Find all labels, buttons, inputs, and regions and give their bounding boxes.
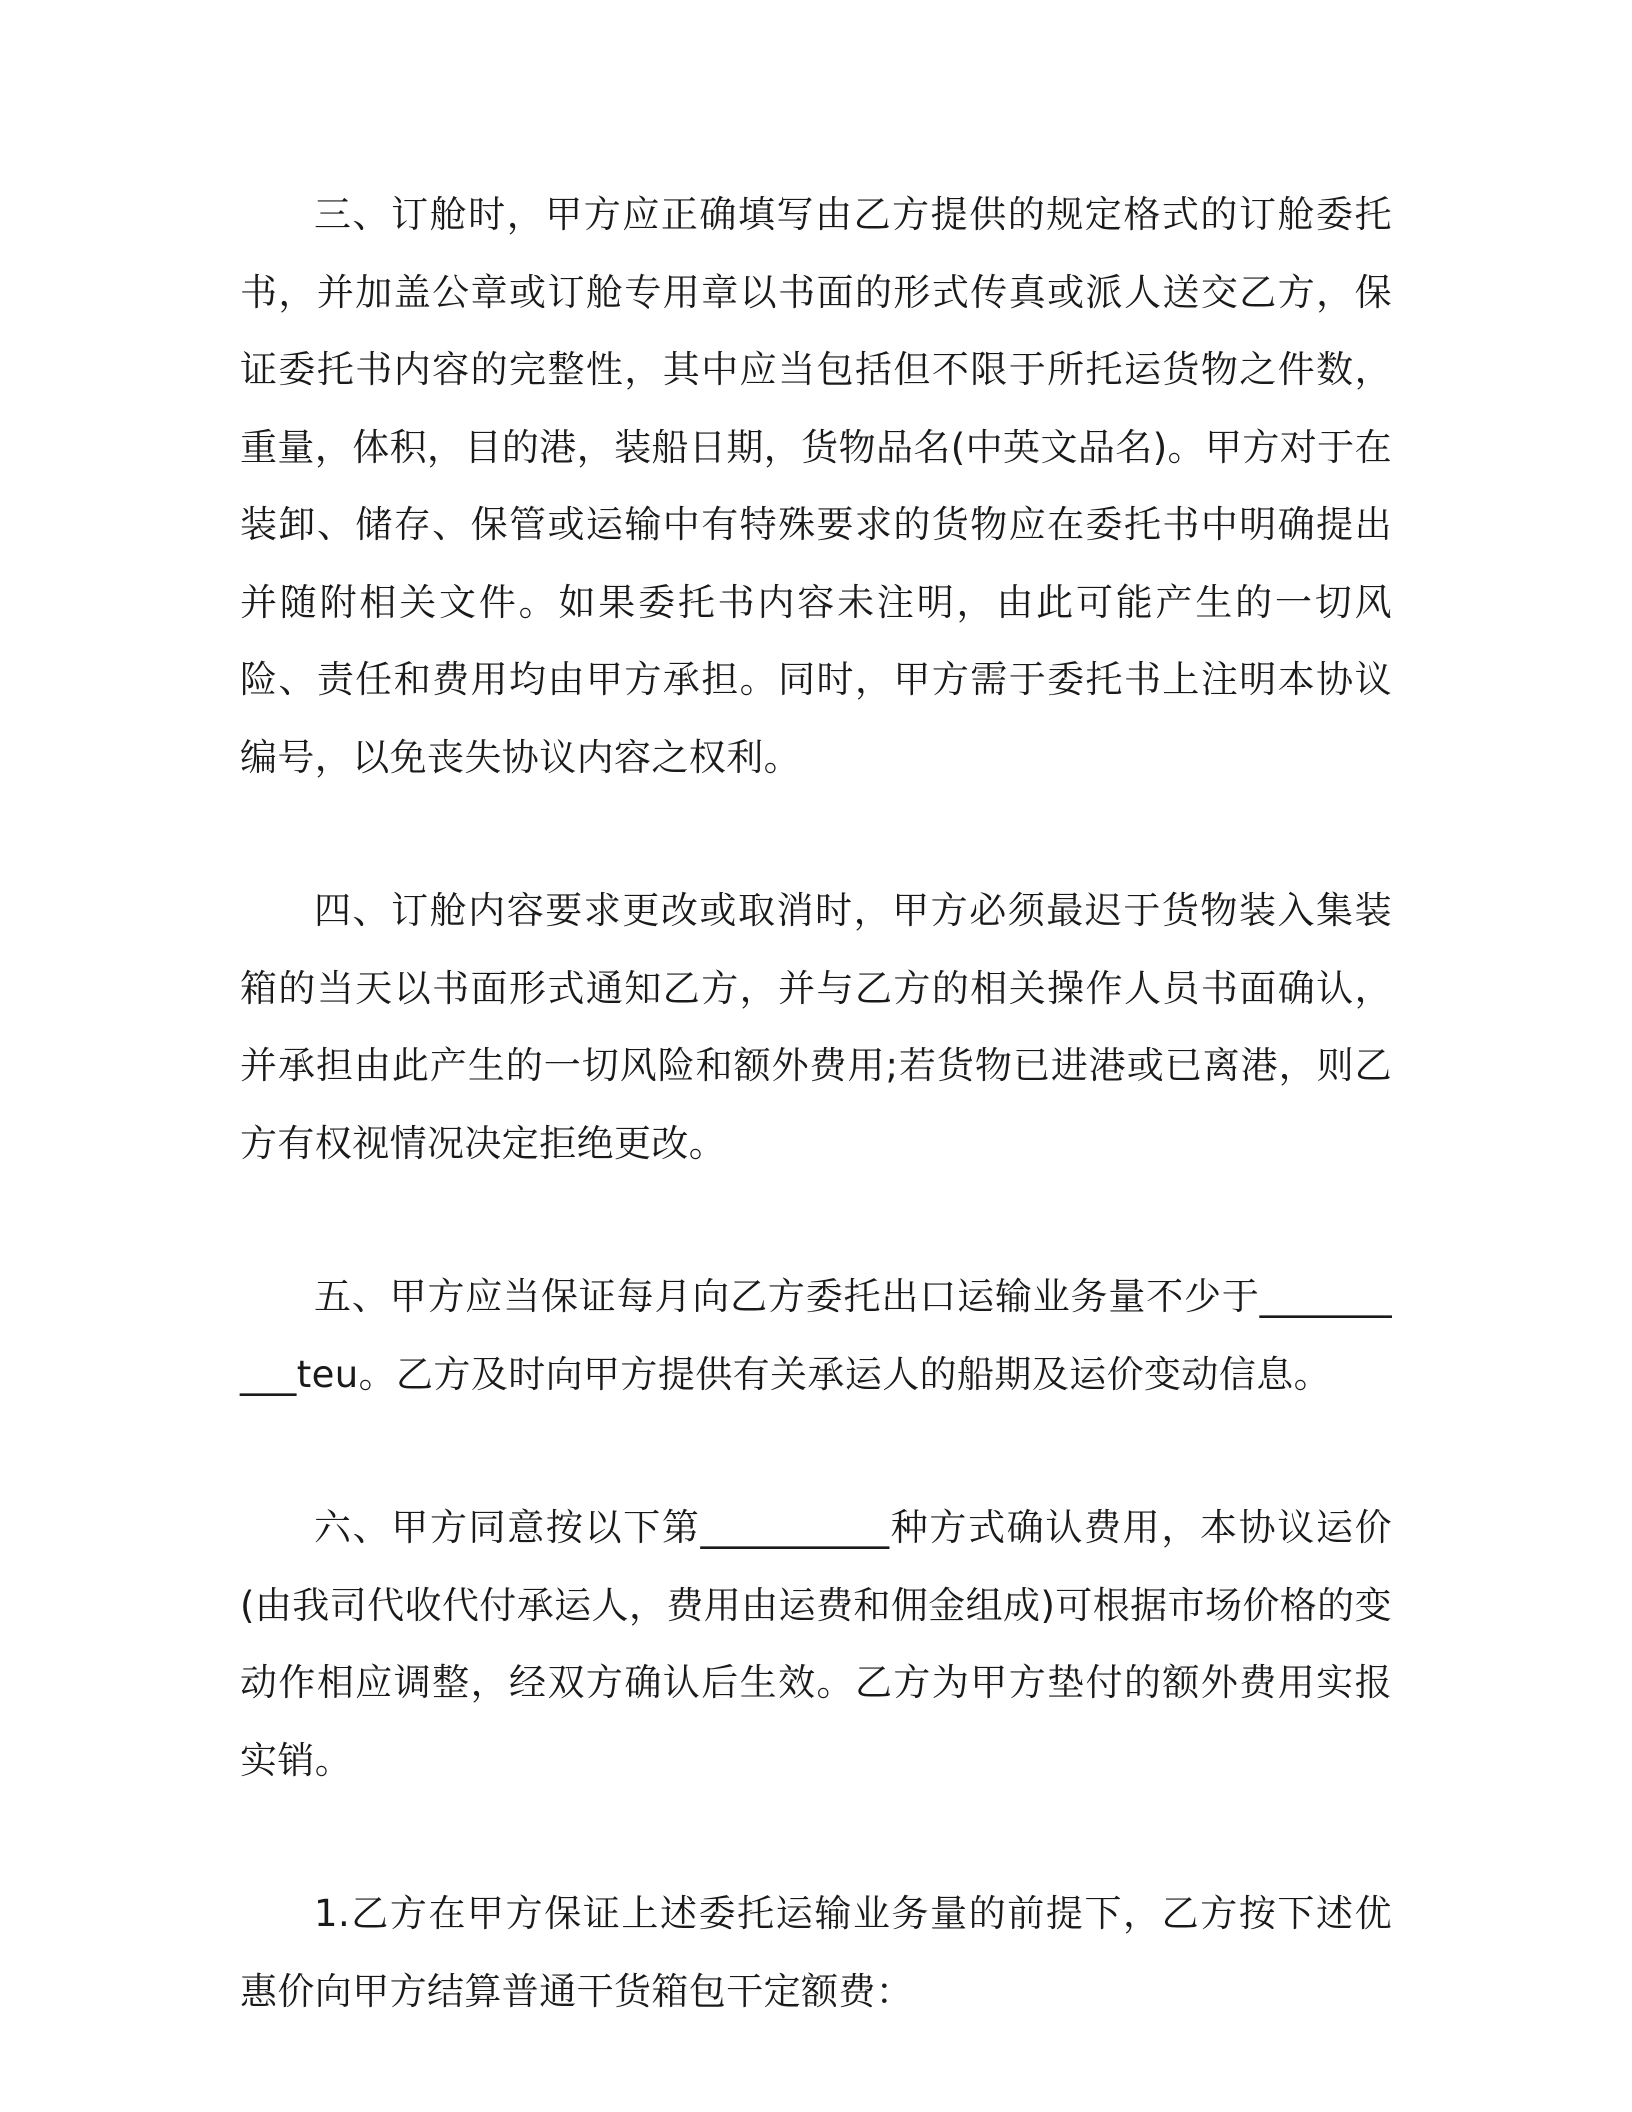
clause-3-paragraph: 三、订舱时，甲方应正确填写由乙方提供的规定格式的订舱委托书，并加盖公章或订舱专用章以书面的形式传真或派人送交乙方，保证委托书内容的完整性，其中应当包括但不限于所托运货物之件数，重量，体积，目的港，装船日期，货物品名(中英文品名)。甲方对于在装卸、储存、保管或运输中有特殊要求的货物应在委托书中明确提出并随附相关文件。如果委托书内容未注明，由此可能产生的一切风险、责任和费用均由甲方承担。同时，甲方需于委托书上注明本协议编号，以免丧失协议内容之权利。	[240, 193, 1392, 779]
clause-6-paragraph: 六、甲方同意按以下第__________种方式确认费用，本协议运价(由我司代收代付承运人，费用由运费和佣金组成)可根据市场价格的变动作相应调整，经双方确认后生效。乙方为甲方垫付的额外费用实报实销。	[240, 1506, 1392, 1782]
clause-5-paragraph: 五、甲方应当保证每月向乙方委托出口运输业务量不少于__________teu。乙方及时向甲方提供有关承运人的船期及运价变动信息。	[240, 1275, 1392, 1396]
document-body	[240, 176, 1392, 2030]
clause-6-item-1-paragraph: 1.乙方在甲方保证上述委托运输业务量的前提下，乙方按下述优惠价向甲方结算普通干货箱包干定额费：	[240, 1892, 1392, 2013]
clause-4-paragraph: 四、订舱内容要求更改或取消时，甲方必须最迟于货物装入集装箱的当天以书面形式通知乙方，并与乙方的相关操作人员书面确认，并承担由此产生的一切风险和额外费用;若货物已进港或已离港，则乙方有权视情况决定拒绝更改。	[240, 889, 1392, 1165]
